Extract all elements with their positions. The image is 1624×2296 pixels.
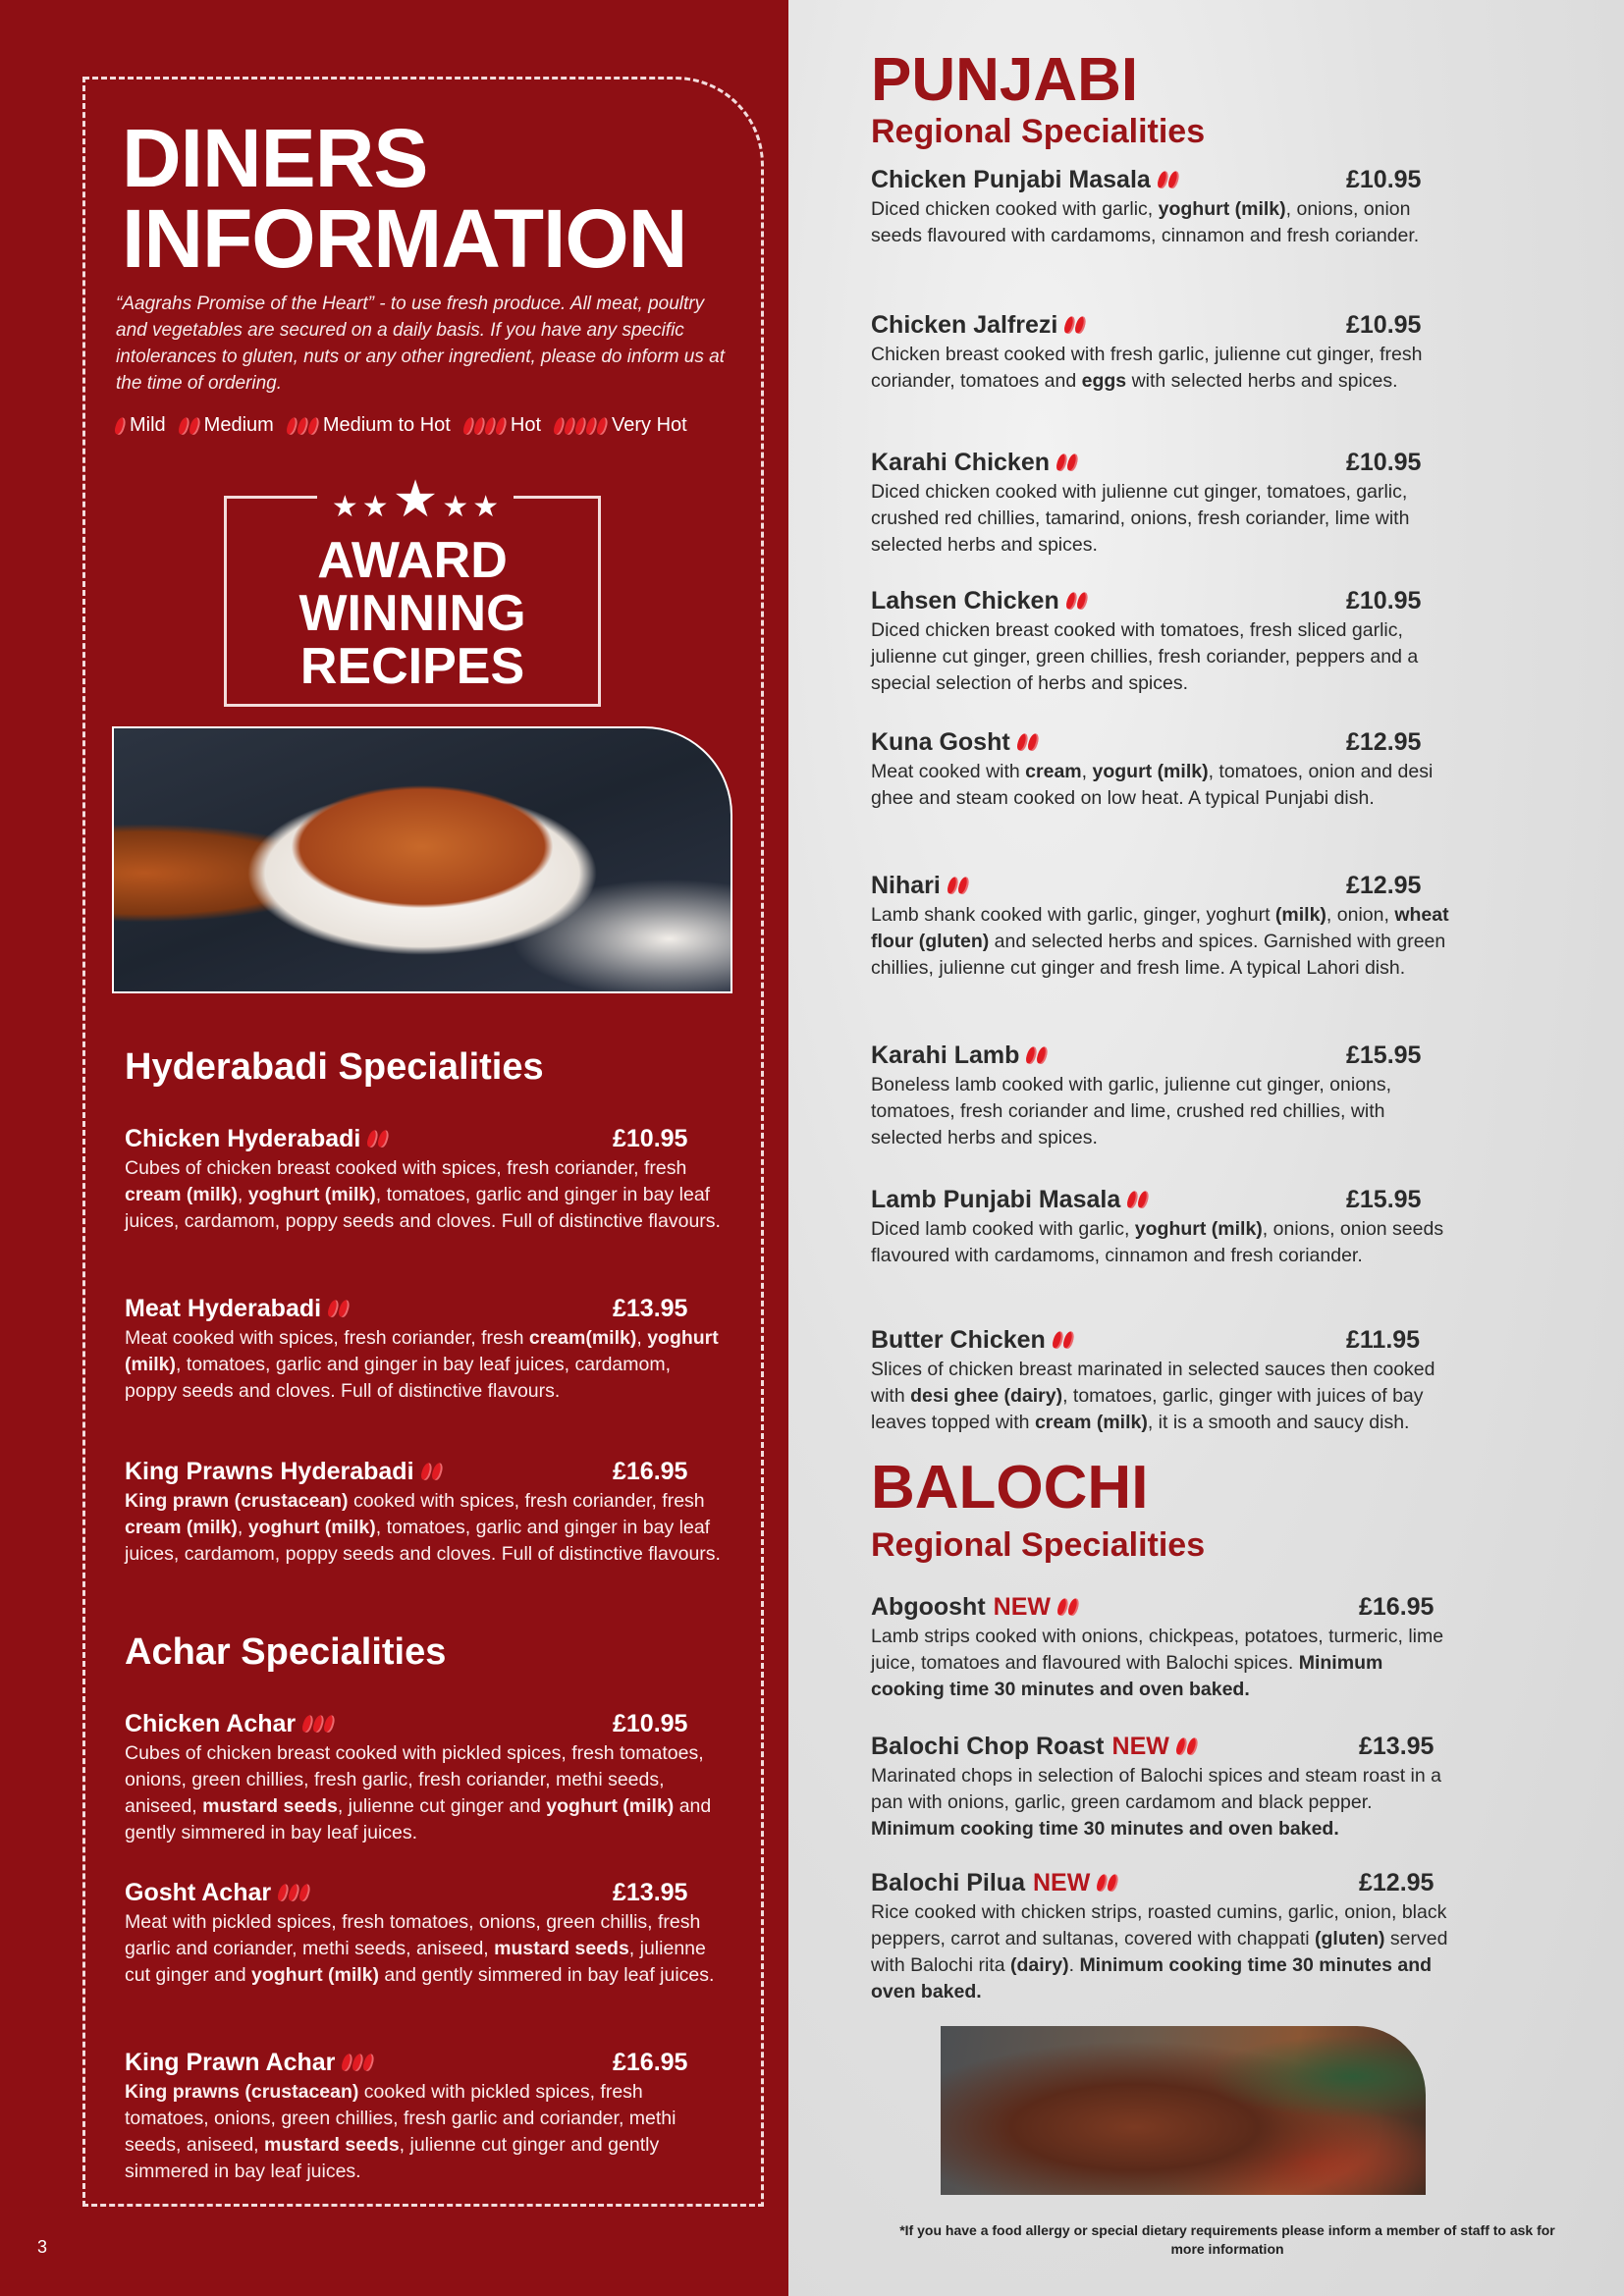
menu-item-header (871, 1732, 1198, 1761)
stars-icon: ★ ★ ★ ★ ★ (317, 471, 514, 522)
menu-item-header (871, 1185, 1149, 1214)
region-title: PUNJABI (871, 46, 1139, 114)
menu-item-name: Kuna Gosht (871, 728, 1010, 756)
menu-item-name: Balochi Chop Roast (871, 1733, 1105, 1760)
menu-item-price: £12.95 (1346, 872, 1422, 899)
award-line-1: AWARD (317, 532, 508, 589)
menu-item-description: Diced chicken breast cooked with tomatoes, fresh sliced garlic, julienne cut ginger, green chillies, fresh coriander, peppers and a special selection of herbs and spices. (871, 619, 1419, 694)
menu-item (125, 2048, 724, 2185)
heat-legend (116, 414, 764, 437)
heat-level-label: Very Hot (612, 414, 687, 436)
left-panel (0, 0, 788, 2296)
menu-item (871, 310, 1460, 395)
menu-item-description: Slices of chicken breast marinated in selected sauces then cooked with desi ghee (dairy), tomatoes, garlic, ginger with juices of bay leaves topped with cream (milk), it is a smooth and saucy dish. (871, 1359, 1435, 1433)
menu-item (871, 1185, 1460, 1269)
menu-item-price: £16.95 (1359, 1593, 1435, 1621)
menu-item-header (125, 1457, 443, 1486)
chili-icon (422, 1463, 443, 1480)
menu-item-name: Abgoosht (871, 1593, 986, 1621)
heat-level-label: Hot (510, 414, 541, 436)
menu-item-header (871, 586, 1088, 615)
menu-item (871, 1732, 1460, 1842)
chili-icon (1057, 454, 1078, 471)
menu-item-description: Boneless lamb cooked with garlic, julienne cut ginger, onions, tomatoes, fresh coriander and lime, crushed red chillies, with selected herbs and spices. (871, 1074, 1392, 1148)
menu-item-header (125, 1709, 335, 1738)
menu-item-description: Rice cooked with chicken strips, roasted cumins, garlic, onion, black peppers, carrot and sultanas, covered with chappati (gluten) served with Balochi rita (dairy). Minimum cooking time 30 minutes and oven baked. (871, 1901, 1448, 2002)
menu-item-name: Meat Hyderabadi (125, 1295, 322, 1322)
diners-information-title (122, 112, 687, 285)
chili-icon (1098, 1874, 1118, 1892)
heat-level-3 (288, 414, 451, 437)
chili-icon (1159, 171, 1179, 188)
chili-icon (288, 417, 319, 435)
award-line-2: WINNING (298, 585, 526, 642)
curry-dish-photo (112, 726, 732, 993)
menu-item-name: Lahsen Chicken (871, 587, 1059, 614)
chili-icon (368, 1130, 389, 1148)
menu-item-name: Chicken Jalfrezi (871, 311, 1058, 339)
menu-item-price: £11.95 (1346, 1326, 1421, 1354)
menu-item-header (871, 871, 969, 900)
menu-item-name: Karahi Chicken (871, 449, 1051, 476)
menu-item-header (871, 165, 1179, 194)
chili-icon (1027, 1046, 1048, 1064)
chili-icon (1065, 316, 1086, 334)
right-panel (788, 0, 1624, 2296)
menu-item (125, 1709, 724, 1846)
heat-level-2 (180, 414, 274, 437)
menu-item-price: £10.95 (613, 1125, 688, 1152)
heat-level-label: Medium (203, 414, 274, 436)
menu-item-price: £15.95 (1346, 1186, 1422, 1213)
chili-icon (329, 1300, 350, 1317)
heat-level-label: Medium to Hot (322, 414, 451, 436)
heat-level-5 (555, 414, 687, 437)
chili-icon (1018, 733, 1039, 751)
new-badge: NEW (1111, 1733, 1169, 1760)
chili-icon (279, 1884, 310, 1901)
page-number: 3 (37, 2237, 48, 2257)
menu-item-header (125, 1124, 389, 1153)
heat-level-4 (464, 414, 541, 437)
menu-item-name: King Prawns Hyderabadi (125, 1458, 414, 1485)
menu-item-description: Diced chicken cooked with julienne cut ginger, tomatoes, garlic, crushed red chillies, tamarind, onions, fresh coriander, lime with selected herbs and spices. (871, 481, 1410, 556)
heat-level-1 (116, 414, 166, 437)
menu-item (871, 1041, 1460, 1151)
title-line-1: DINERS (122, 112, 428, 204)
award-text (227, 534, 598, 693)
menu-item-price: £10.95 (1346, 449, 1422, 476)
chili-icon (180, 417, 200, 435)
menu-item-description: Lamb strips cooked with onions, chickpeas, potatoes, turmeric, lime juice, tomatoes and flavoured with Balochi spices. Minimum cooking time 30 minutes and oven baked. (871, 1626, 1444, 1700)
chili-icon (948, 877, 969, 894)
menu-item-name: Balochi Pilua (871, 1869, 1025, 1896)
chili-icon (1054, 1331, 1074, 1349)
title-line-2: INFORMATION (122, 192, 687, 285)
menu-item (125, 1457, 724, 1568)
chili-icon (1058, 1598, 1079, 1616)
menu-item (125, 1294, 724, 1405)
menu-item-price: £15.95 (1346, 1041, 1422, 1069)
allergy-footnote: *If you have a food allergy or special dietary requirements please inform a member of staff to ask for more information (899, 2222, 1555, 2257)
menu-item-description: Chicken breast cooked with fresh garlic, julienne cut ginger, fresh coriander, tomatoes and eggs with selected herbs and spices. (871, 344, 1423, 392)
new-badge: NEW (1032, 1869, 1091, 1896)
chili-icon (343, 2054, 374, 2071)
menu-item (871, 1592, 1460, 1703)
menu-item-price: £10.95 (1346, 166, 1422, 193)
menu-item-header (871, 448, 1078, 477)
chili-icon (1128, 1191, 1149, 1208)
intro-text: “Aagrahs Promise of the Heart” - to use fresh produce. All meat, poultry and vegetables are secured on a daily basis. If you have any specific intolerances to gluten, nuts or any other ingredient, please do inform us at the time of ordering. (116, 294, 725, 394)
menu-item (871, 165, 1460, 249)
section-title: Hyderabadi Specialities (125, 1046, 544, 1088)
menu-item-header (125, 1294, 350, 1323)
award-badge (224, 471, 601, 707)
chili-icon (464, 417, 507, 435)
menu-item-name: Nihari (871, 872, 941, 899)
award-line-3: RECIPES (299, 638, 525, 695)
menu-item-price: £13.95 (613, 1879, 688, 1906)
menu-item-header (871, 1868, 1118, 1897)
menu-item-description: Cubes of chicken breast cooked with spices, fresh coriander, fresh cream (milk), yoghurt (milk), tomatoes, garlic and ginger in bay leaf juices, cardamom, poppy seeds and cloves. Full of distinctive flavours. (125, 1157, 721, 1232)
menu-item-price: £10.95 (613, 1710, 688, 1737)
chili-icon (303, 1715, 335, 1733)
menu-item-header (871, 1592, 1079, 1622)
menu-item-header (871, 1041, 1048, 1070)
menu-item-name: King Prawn Achar (125, 2049, 336, 2076)
menu-item-name: Lamb Punjabi Masala (871, 1186, 1121, 1213)
new-badge: NEW (993, 1593, 1051, 1621)
menu-item-price: £16.95 (613, 1458, 688, 1485)
menu-item-header (871, 310, 1086, 340)
menu-item-name: Chicken Hyderabadi (125, 1125, 361, 1152)
menu-item-description: Diced chicken cooked with garlic, yoghurt (milk), onions, onion seeds flavoured with cardamoms, cinnamon and fresh coriander. (871, 198, 1420, 246)
heat-level-label: Mild (130, 414, 166, 436)
balochi-dish-photo (941, 2026, 1426, 2195)
chili-icon (1177, 1737, 1198, 1755)
menu-item-header (871, 1325, 1074, 1355)
menu-item-name: Gosht Achar (125, 1879, 272, 1906)
menu-item-price: £13.95 (613, 1295, 688, 1322)
menu-item-name: Chicken Punjabi Masala (871, 166, 1151, 193)
menu-item-description: King prawn (crustacean) cooked with spices, fresh coriander, fresh cream (milk), yoghurt (milk), tomatoes, garlic and ginger in bay leaf juices, cardamom, poppy seeds and cloves. Full of distinctive flavours. (125, 1490, 721, 1565)
section-title: Achar Specialities (125, 1631, 447, 1673)
menu-item-description: Meat cooked with spices, fresh coriander, fresh cream(milk), yoghurt (milk), tomatoes, garlic and ginger in bay leaf juices, cardamom, poppy seeds and cloves. Full of distinctive flavours. (125, 1327, 719, 1402)
menu-item-header (125, 2048, 374, 2077)
menu-item-name: Karahi Lamb (871, 1041, 1020, 1069)
menu-item (871, 586, 1460, 697)
menu-item-price: £16.95 (613, 2049, 688, 2076)
menu-item-name: Butter Chicken (871, 1326, 1046, 1354)
menu-item-price: £13.95 (1359, 1733, 1435, 1760)
menu-item-price: £10.95 (1346, 587, 1422, 614)
menu-item (871, 871, 1460, 982)
menu-item (125, 1124, 724, 1235)
menu-item (125, 1878, 724, 1989)
menu-item (871, 448, 1460, 559)
menu-item (871, 1325, 1460, 1436)
menu-item-description: Meat with pickled spices, fresh tomatoes, onions, green chillis, fresh garlic and coriander, methi seeds, aniseed, mustard seeds, julienne cut ginger and yoghurt (milk) and gently simmered in bay leaf juices. (125, 1911, 715, 1986)
menu-item-description: Marinated chops in selection of Balochi spices and steam roast in a pan with onions, garlic, green cardamom and black pepper. Minimum cooking time 30 minutes and oven baked. (871, 1765, 1441, 1840)
menu-item-description: King prawns (crustacean) cooked with pickled spices, fresh tomatoes, onions, green chillies, fresh garlic and coriander, methi seeds, aniseed, mustard seeds, julienne cut ginger and gently simmered in bay leaf juices. (125, 2081, 677, 2182)
menu-item-header (125, 1878, 310, 1907)
region-subtitle: Regional Specialities (871, 1526, 1206, 1564)
menu-item (871, 727, 1460, 812)
chili-icon (1067, 592, 1088, 610)
menu-item-description: Lamb shank cooked with garlic, ginger, yoghurt (milk), onion, wheat flour (gluten) and selected herbs and spices. Garnished with green chillies, julienne cut ginger and fresh lime. A typical Lahori dish. (871, 904, 1449, 979)
region-subtitle: Regional Specialities (871, 113, 1206, 150)
menu-item (871, 1868, 1460, 2005)
menu-item-description: Meat cooked with cream, yogurt (milk), tomatoes, onion and desi ghee and steam cooked on low heat. A typical Punjabi dish. (871, 761, 1434, 809)
chili-icon (116, 417, 126, 435)
menu-item-name: Chicken Achar (125, 1710, 297, 1737)
menu-item-price: £10.95 (1346, 311, 1422, 339)
menu-item-price: £12.95 (1346, 728, 1422, 756)
menu-item-description: Diced lamb cooked with garlic, yoghurt (milk), onions, onion seeds flavoured with cardamoms, cinnamon and fresh coriander. (871, 1218, 1444, 1266)
region-title: BALOCHI (871, 1454, 1149, 1522)
menu-item-header (871, 727, 1039, 757)
menu-item-price: £12.95 (1359, 1869, 1435, 1896)
menu-item-description: Cubes of chicken breast cooked with pickled spices, fresh tomatoes, onions, green chillies, fresh garlic, fresh coriander, methi seeds, aniseed, mustard seeds, julienne cut ginger and yoghurt (milk) and gently simmered in bay leaf juices. (125, 1742, 712, 1843)
chili-icon (555, 417, 608, 435)
